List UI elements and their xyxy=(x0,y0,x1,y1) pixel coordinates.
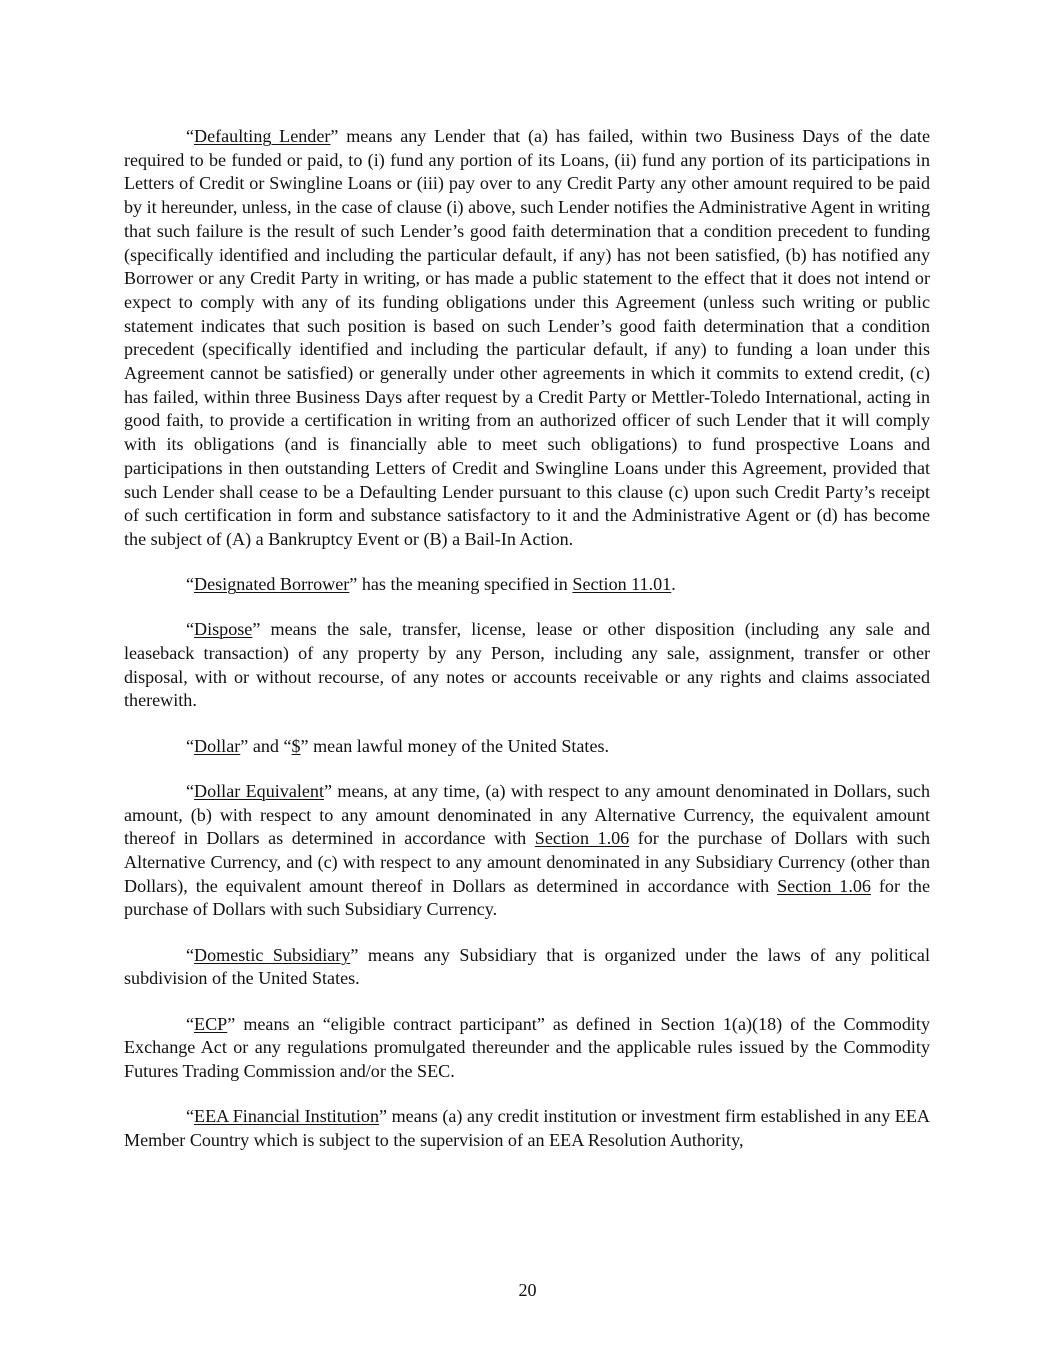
underlined-term: Dollar Equivalent xyxy=(194,780,324,801)
underlined-term: Dollar xyxy=(194,735,241,756)
paragraph-text: . xyxy=(671,574,676,595)
definition-designated-borrower xyxy=(124,573,930,597)
paragraph-text: ” has the meaning specified in xyxy=(349,574,573,595)
underlined-term: Defaulting Lender xyxy=(194,126,331,146)
definition-dollar-equivalent xyxy=(124,780,930,922)
paragraph-text: ” means any Subsidiary that is organized under the laws of any political subdivision of the United States. xyxy=(124,944,930,989)
paragraph-text: for the purchase of Dollars with such Subsidiary Currency. xyxy=(124,875,930,920)
definition-dollar xyxy=(124,735,930,759)
underlined-term: $ xyxy=(291,735,301,756)
definition-ecp xyxy=(124,1013,930,1084)
underlined-term: Designated Borrower xyxy=(194,574,350,595)
underlined-term: ECP xyxy=(194,1013,228,1034)
underlined-term: EEA Financial Institution xyxy=(194,1106,380,1127)
definition-domestic-subsidiary xyxy=(124,944,930,991)
underlined-term: Dispose xyxy=(194,619,253,640)
paragraph-text: “ xyxy=(186,619,195,640)
paragraph-text: “ xyxy=(186,126,195,146)
definition-dispose xyxy=(124,618,930,713)
paragraph-text: “ xyxy=(186,1106,195,1127)
paragraph-text: “ xyxy=(186,735,195,756)
document-body xyxy=(124,125,930,1174)
paragraph-text: ” means the sale, transfer, license, lease or other disposition (including any sale and leaseback transaction) of any property by any Person, including any sale, assignment, transfer or other disposal, with or without recourse, of any notes or accounts receivable or any rights and claims associated therewith. xyxy=(124,619,930,711)
paragraph-text: ” mean lawful money of the United States. xyxy=(300,735,610,756)
underlined-term: Section 11.01 xyxy=(572,574,672,595)
paragraph-text: ” means, at any time, (a) with respect to any amount denominated in Dollars, such amount, (b) with respect to any amount denominated in any Alternative Currency, the equivalent amount thereof in Dollars as determined in accordance with xyxy=(124,780,930,849)
paragraph-text: ” means any Lender that (a) has failed, within two Business Days of the date required to be funded or paid, to (i) fund any portion of its Loans, (ii) fund any portion of its participations in Letters of Credit or Swingline Loans or (iii) pay over to any Credit Party any other amount required to be paid by it hereunder, unless, in the case of clause (i) above, such Lender notifies the Administrative Agent in writing that such failure is the result of such Lender’s good faith determination that a condition precedent to funding (specifically identified and including the particular default, if any) has not been satisfied, (b) has notified any Borrower or any Credit Party in writing, or has made a public statement to the effect that it does not intend or expect to comply with any of its funding obligations under this Agreement (unless such writing or public statement indicates that such position is based on such Lender’s good faith determination that a condition precedent (specifically identified and including the particular default, if any) to funding a loan under this Agreement cannot be satisfied) or generally under other agreements in which it commits to extend credit, (c) has failed, within three Business Days after request by a Credit Party or Mettler-Toledo International, acting in good faith, to provide a certification in writing from an authorized officer of such Lender that it will comply with its obligations (and is financially able to meet such obligations) to fund prospective Loans and participations in then outstanding Letters of Credit and Swingline Loans under this Agreement, provided that such Lender shall cease to be a Defaulting Lender pursuant to this clause (c) upon such Credit Party’s receipt of such certification in form and substance satisfactory to it and the Administrative Agent or (d) has become the subject of (A) a Bankruptcy Event or (B) a Bail-In Action. xyxy=(124,126,930,549)
paragraph-text: ” means (a) any credit institution or investment firm established in any EEA Member Country which is subject to the supervision of an EEA Resolution Authority, xyxy=(124,1106,930,1150)
underlined-term: Section 1.06 xyxy=(777,875,871,896)
paragraph-text: “ xyxy=(186,944,195,965)
definition-defaulting-lender xyxy=(124,125,930,552)
page-number: 20 xyxy=(518,1280,537,1300)
underlined-term: Section 1.06 xyxy=(534,828,630,849)
paragraph-text: “ xyxy=(186,574,195,595)
paragraph-text: ” means an “eligible contract participant” as defined in Section 1(a)(18) of the Commodity Exchange Act or any regulations promulgated thereunder and the applicable rules issued by the Commodity Futures Trading Commission and/or the SEC. xyxy=(124,1013,930,1081)
paragraph-text: ” and “ xyxy=(240,735,292,756)
definition-eea-financial-institution xyxy=(124,1105,930,1152)
underlined-term: Domestic Subsidiary xyxy=(194,944,351,965)
paragraph-text: “ xyxy=(186,780,195,801)
paragraph-text: “ xyxy=(186,1013,195,1034)
paragraph-text: for the purchase of Dollars with such Alternative Currency, and (c) with respect to any amount denominated in any Subsidiary Currency (other than Dollars), the equivalent amount thereof in Dollars as determined in accordance with xyxy=(124,828,930,896)
